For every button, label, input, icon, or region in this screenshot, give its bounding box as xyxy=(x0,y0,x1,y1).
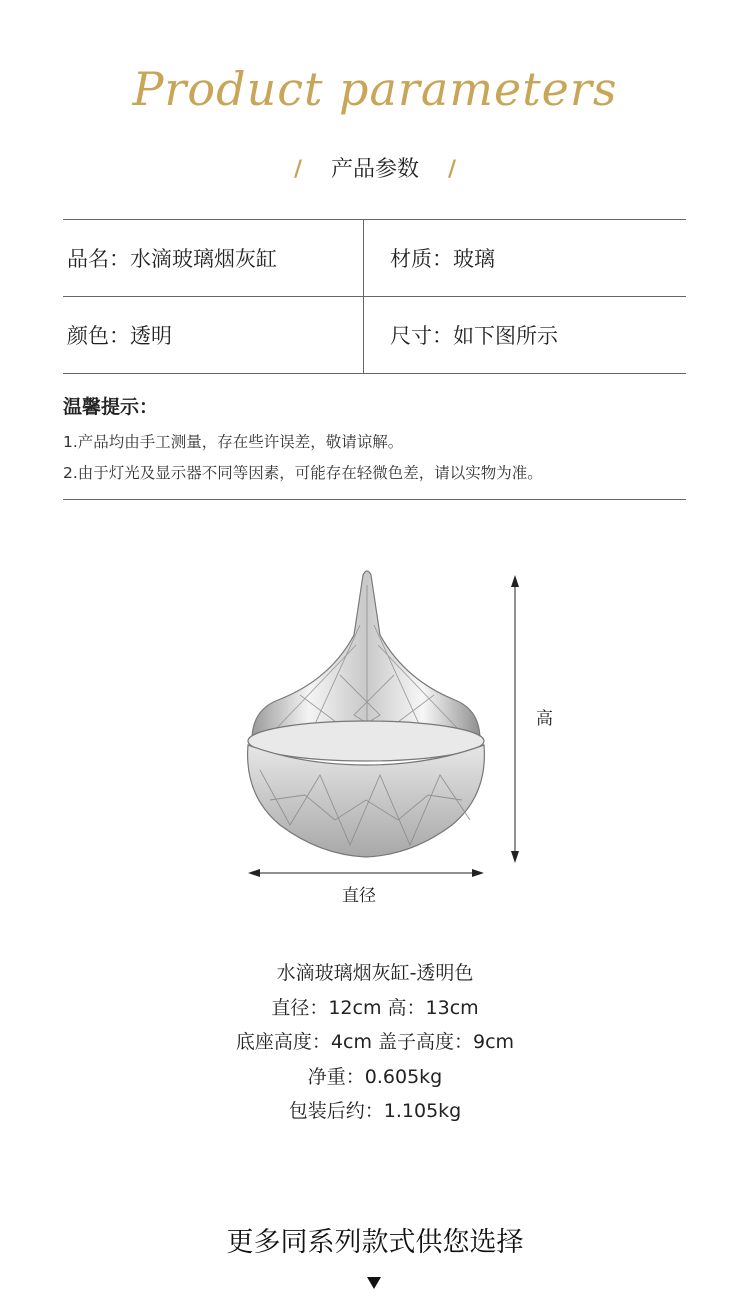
params-table xyxy=(63,219,686,374)
param-name: 品名：水滴玻璃烟灰缸 xyxy=(67,247,277,271)
tips-line: 2.由于灯光及显示器不同等因素，可能存在轻微色差，请以实物为准。 xyxy=(63,464,543,482)
height-label: 高 xyxy=(536,709,553,729)
params-row xyxy=(63,220,686,297)
arrow-down-icon xyxy=(367,1277,381,1289)
crystal-jar-icon xyxy=(230,565,540,895)
spec-line: 底座高度：4cm 盖子高度：9cm xyxy=(235,1031,515,1053)
params-row xyxy=(63,297,686,374)
param-color: 颜色：透明 xyxy=(67,324,172,348)
diameter-label: 直径 xyxy=(342,886,376,906)
title-en: Product parameters xyxy=(132,62,618,116)
param-size: 尺寸：如下图所示 xyxy=(363,297,686,373)
more-styles-text: 更多同系列款式供您选择 xyxy=(226,1227,524,1258)
tips-section xyxy=(63,392,686,500)
slash-left-icon: / xyxy=(293,157,302,182)
specs-block xyxy=(0,956,750,1129)
tips-title: 温馨提示： xyxy=(63,396,159,418)
spec-line: 包装后约：1.105kg xyxy=(288,1100,462,1122)
title-cn: 产品参数 xyxy=(330,157,419,182)
tips-line: 1.产品均由手工测量，存在些许误差，敬请谅解。 xyxy=(63,433,404,451)
param-material: 材质：玻璃 xyxy=(363,220,686,296)
spec-line: 水滴玻璃烟灰缸-透明色 xyxy=(276,962,474,984)
title-cn-block xyxy=(0,152,750,183)
slash-right-icon: / xyxy=(448,157,457,182)
spec-line: 净重：0.605kg xyxy=(307,1065,443,1088)
spec-line: 直径：12cm 高：13cm xyxy=(271,996,479,1019)
